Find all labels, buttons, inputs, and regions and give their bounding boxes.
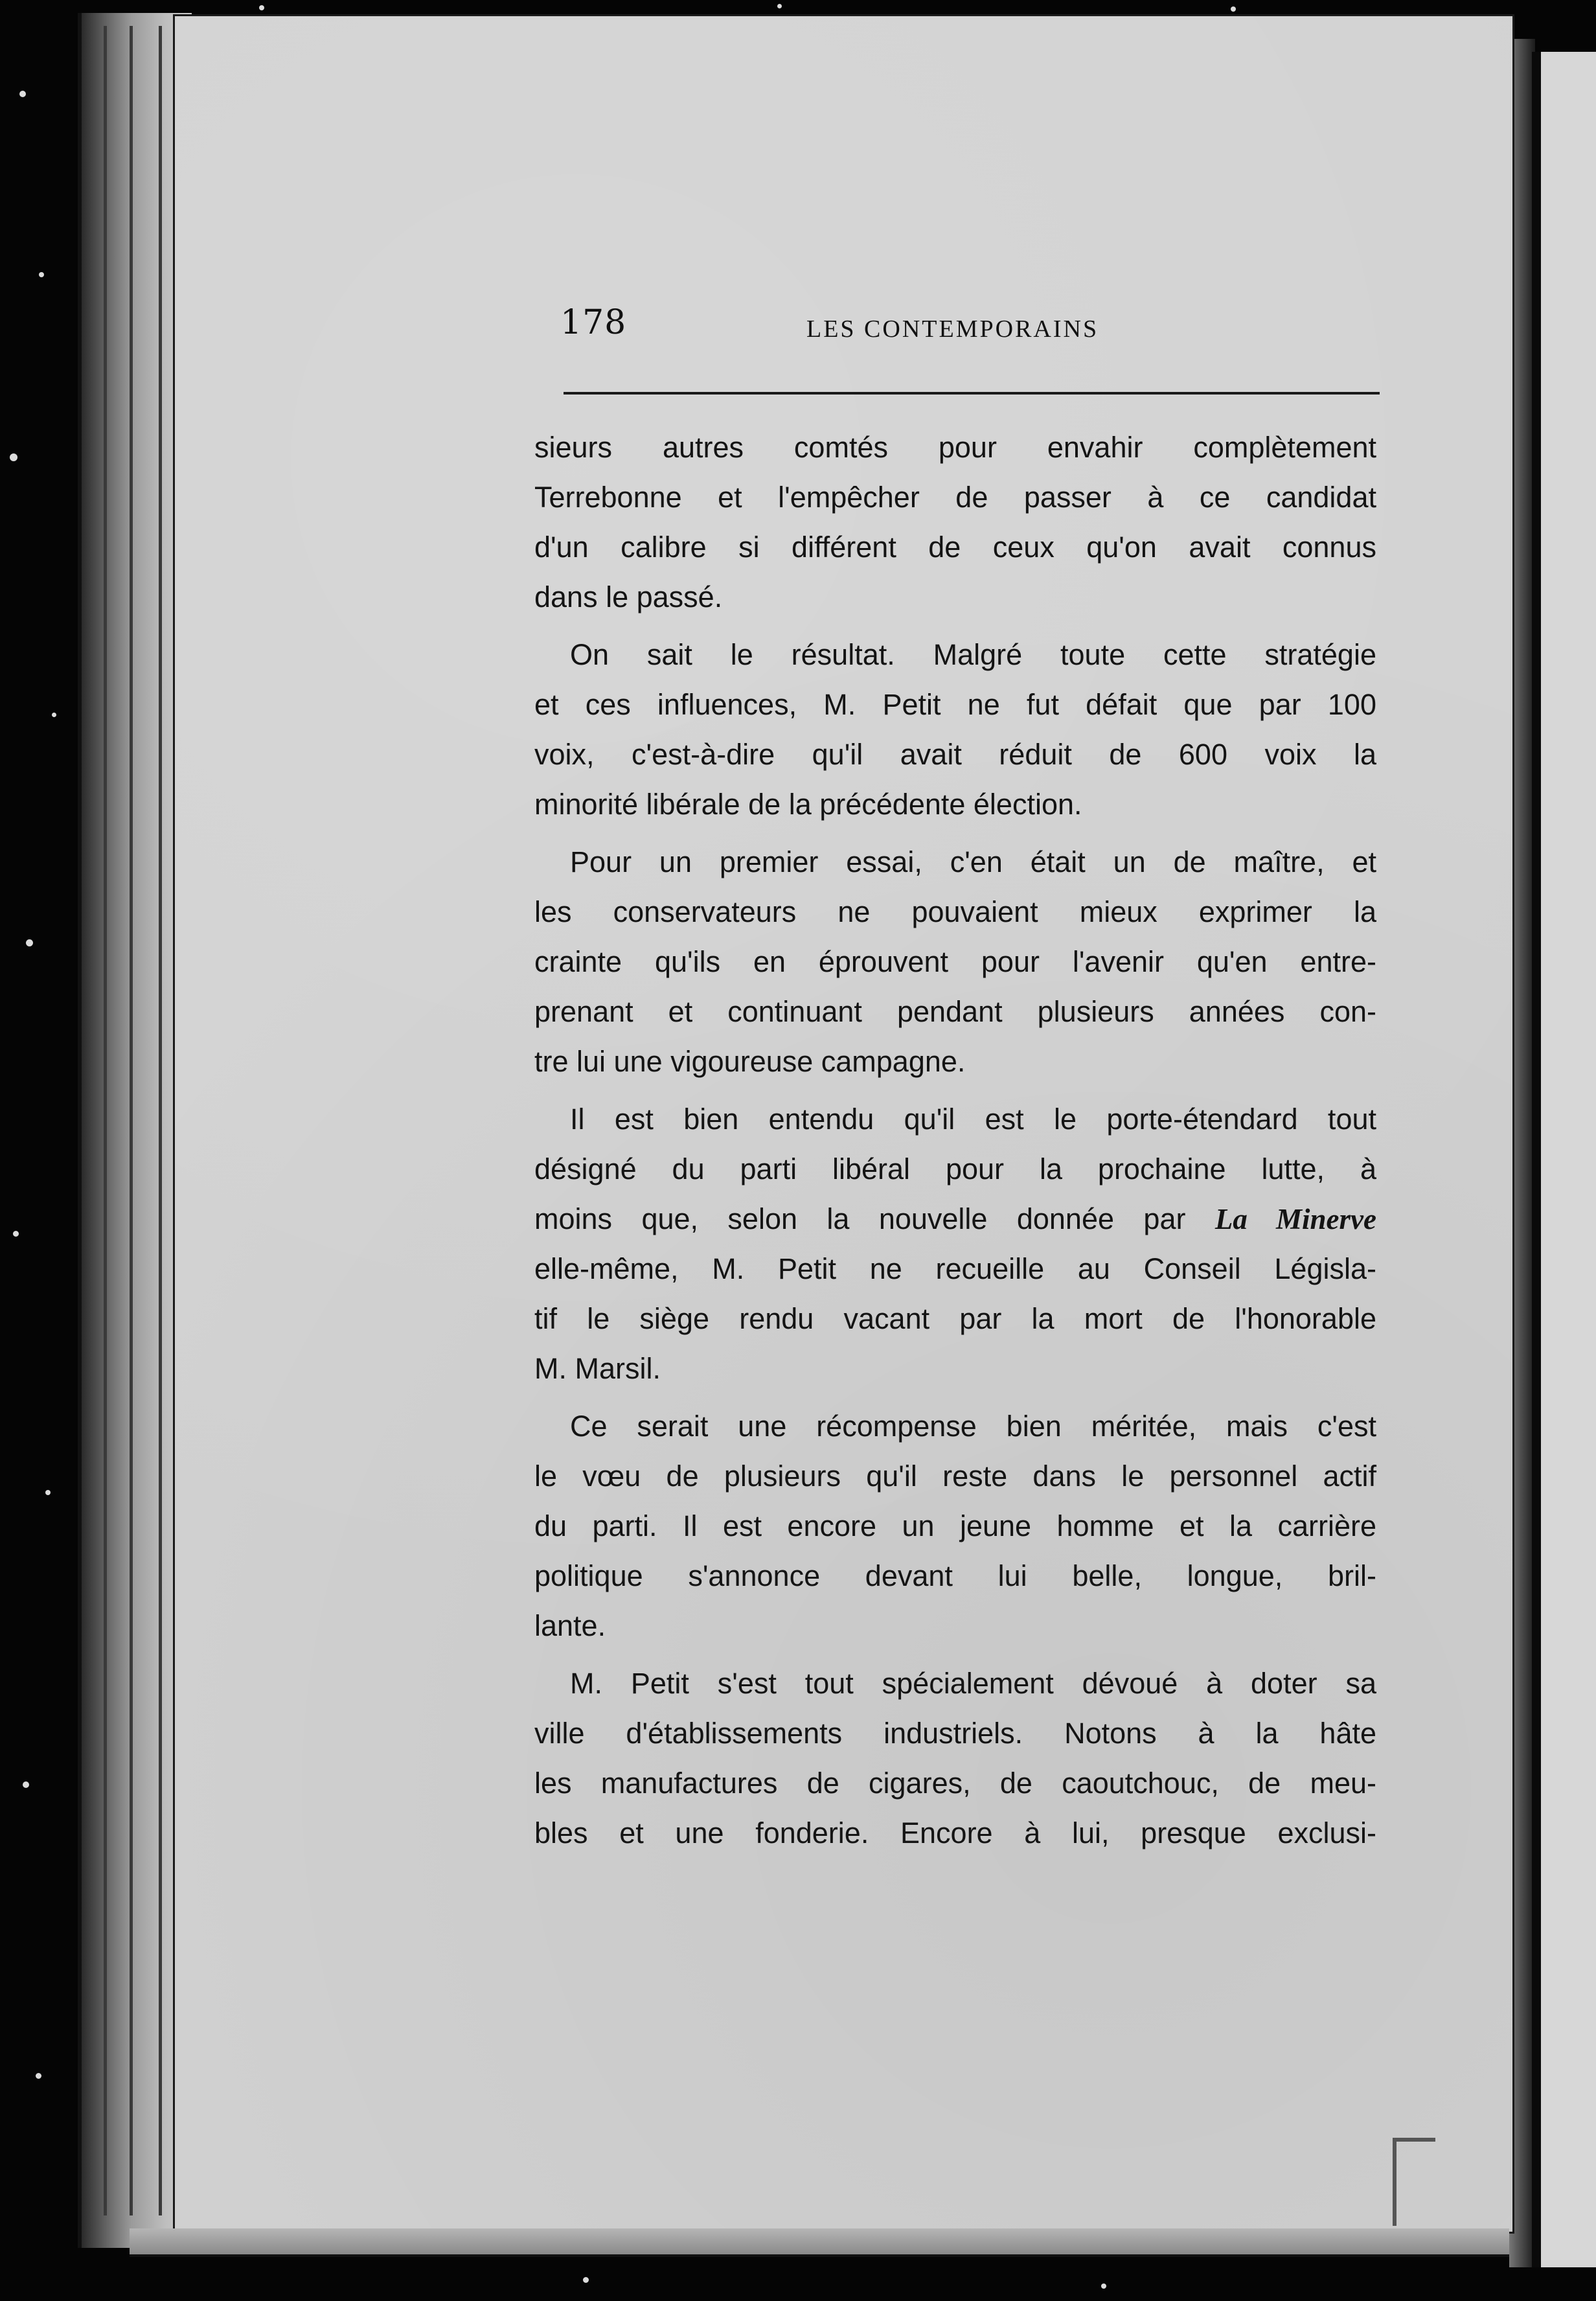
text-line: M. Petit s'est tout spécialement dévoué à doter sa: [570, 1667, 1376, 1700]
newspaper-title: La Minerve: [1214, 1203, 1376, 1235]
page-number: 178: [560, 303, 627, 342]
text-line: elle-même, M. Petit ne recueille au Conseil Législa-: [534, 1252, 1376, 1285]
facing-page-edge: [1532, 52, 1596, 2267]
text-line: désigné du parti libéral pour la prochaine lutte, à: [534, 1152, 1376, 1185]
text-line: du parti. Il est encore un jeune homme et la carrière: [534, 1509, 1376, 1542]
body-text: [534, 422, 1376, 1858]
text-line: Pour un premier essai, c'en était un de maître, et: [570, 845, 1376, 878]
text-line: les manufactures de cigares, de caoutchouc, de meu-: [534, 1767, 1376, 1800]
text-segment: moins que, selon la nouvelle donnée par: [534, 1202, 1186, 1235]
page-header: [382, 303, 1380, 361]
text-line: tif le siège rendu vacant par la mort de l'honorable: [534, 1302, 1376, 1335]
spine-line: [130, 26, 133, 2215]
text-line: Terrebonne et l'empêcher de passer à ce candidat: [534, 481, 1376, 514]
text-line: le vœu de plusieurs qu'il reste dans le personnel actif: [534, 1460, 1376, 1493]
text-line: M. Marsil.: [534, 1352, 661, 1385]
text-line: sieurs autres comtés pour envahir complètement: [534, 431, 1376, 464]
corner-bracket-mark: [1393, 2138, 1435, 2226]
text-line: minorité libérale de la précédente élection.: [534, 788, 1082, 821]
header-rule: [564, 392, 1380, 395]
running-title: LES CONTEMPORAINS: [806, 315, 1099, 343]
text-line: ville d'établissements industriels. Notons à la hâte: [534, 1717, 1376, 1750]
text-line: dans le passé.: [534, 580, 723, 613]
text-line: Il est bien entendu qu'il est le porte-étendard tout: [570, 1103, 1376, 1136]
text-line: les conservateurs ne pouvaient mieux exprimer la: [534, 895, 1376, 928]
text-line: et ces influences, M. Petit ne fut défait que par 100: [534, 688, 1376, 721]
page-bottom-edge: [130, 2228, 1509, 2257]
text-line: prenant et continuant pendant plusieurs années con-: [534, 995, 1376, 1028]
text-line: crainte qu'ils en éprouvent pour l'avenir qu'en entre-: [534, 945, 1376, 978]
text-line: bles et une fonderie. Encore à lui, presque exclusi-: [534, 1816, 1376, 1849]
text-line: Ce serait une récompense bien méritée, mais c'est: [570, 1410, 1376, 1443]
text-line: On sait le résultat. Malgré toute cette stratégie: [570, 638, 1376, 671]
text-line: tre lui une vigoureuse campagne.: [534, 1045, 966, 1078]
text-line: voix, c'est-à-dire qu'il avait réduit de 600 voix la: [534, 738, 1376, 771]
text-line: politique s'annonce devant lui belle, longue, bril-: [534, 1559, 1376, 1592]
text-line-with-italic: [534, 1194, 1376, 1244]
text-line: lante.: [534, 1609, 606, 1642]
page-gutter-shadow: [1509, 39, 1535, 2267]
spine-line: [159, 26, 162, 2215]
spine-line: [104, 26, 107, 2215]
text-line: d'un calibre si différent de ceux qu'on avait connus: [534, 531, 1376, 564]
